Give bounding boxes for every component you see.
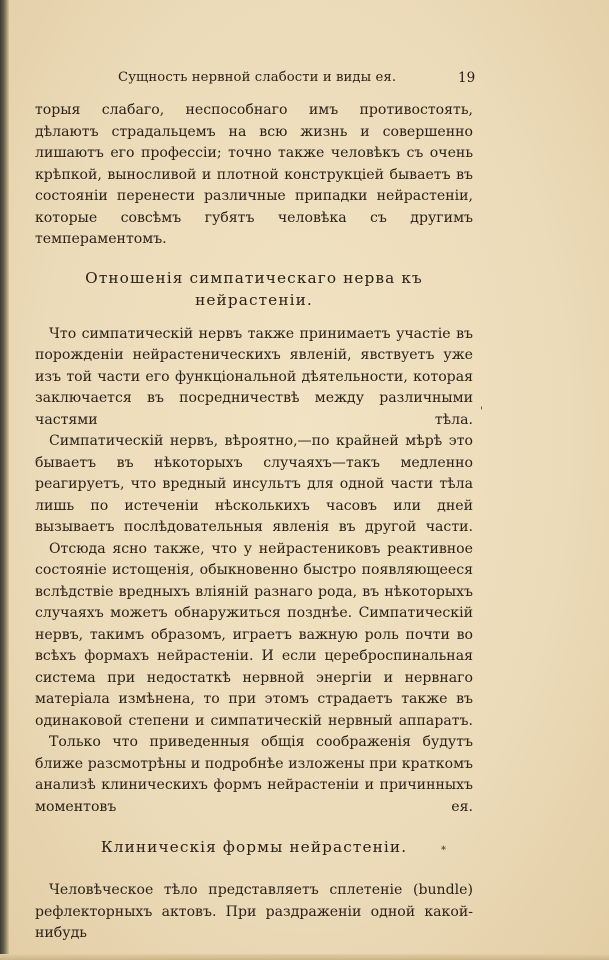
paragraph: Человѣческое тѣло представляетъ сплетеніе (bundle) рефлекторныхъ актовъ. При раздраженіи одной какой-нибудь [35,882,473,941]
running-head: Сущность нервной слабости и виды ея. [118,70,397,85]
body-text [35,100,473,945]
margin-mark: ' [480,406,483,417]
intro-paragraph: торыя слабаго, неспособнаго имъ противостоять, дѣлаютъ страдальцемъ на всю жизнь и совершенно лишаютъ его профессіи; точно также человѣкъ съ очень крѣпкой, выносливой и плотной конструкціей бываетъ въ состояніи перенести различные припадки нейрастеніи, которые совсѣмъ губятъ человѣка съ другимъ темпераментомъ. [35,102,473,247]
paragraph: Симпатическій нервъ, вѣроятно,—по крайней мѣрѣ это бываетъ въ нѣкоторыхъ случаяхъ—такъ медленно реагируетъ, что вредный инсультъ для одной части тѣла лишь по истеченіи нѣсколькихъ часовъ или дней вызываетъ послѣдовательныя явленія въ другой части. [35,433,473,535]
paragraph: Отсюда ясно также, что у нейрастениковъ реактивное состояніе истощенія, обыкновенно быстро появляющееся вслѣдствіе вредныхъ вліяній разнаго рода, въ нѣкоторыхъ случаяхъ можетъ обнаружиться позднѣе. Симпатическій нервъ, такимъ образомъ, играетъ важную роль почти во всѣхъ формахъ нейрастеніи. И если цереброспинальная система при недостаткѣ нервной энергіи и нервнаго матеріала измѣнена, то при этомъ страдаетъ также въ одинаковой степени и симпатическій нервный аппаратъ. [35,540,473,729]
page-edge-shadow [0,0,9,960]
paragraph: Что симпатическій нервъ также принимаетъ участіе въ порожденіи нейрастеническихъ явленій, явствуетъ уже изъ той части его функціональной дѣятельности, которая заключается въ посредничествѣ между различными частями тѣла. [35,325,473,428]
margin-mark: * [441,845,446,856]
section-heading-sympathetic-nerve: Отношенія симпатическаго нерва къ нейрастеніи. [85,268,423,309]
page-bottom-edge [0,954,609,960]
paragraph: Только что приведенныя общія соображенія будутъ ближе разсмотрѣны и подробнѣе изложены при краткомъ анализѣ клиническихъ формъ нейрастеніи и причинныхъ моментовъ ея. [35,734,473,815]
page-number: 19 [458,70,476,86]
section-heading-clinical-forms: Клиническія формы нейрастеніи. [100,838,408,856]
page-header [0,70,609,90]
